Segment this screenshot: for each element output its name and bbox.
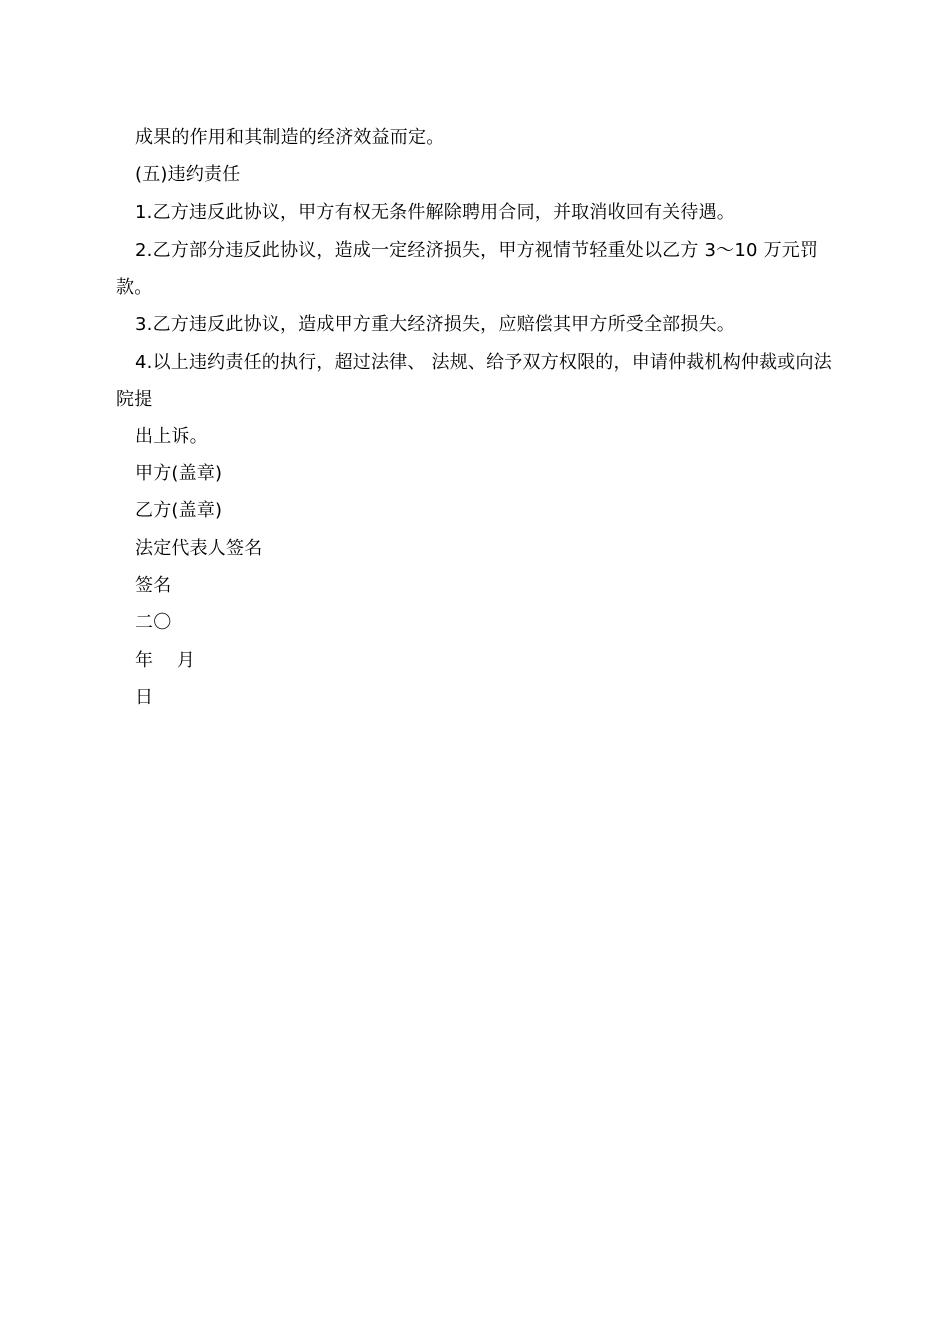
paragraph-line: 出上诉。 [135, 426, 208, 447]
date-year-month: 年 月 [135, 650, 196, 671]
paragraph-line: 3.乙方违反此协议，造成甲方重大经济损失，应赔偿其甲方所受全部损失。 [135, 314, 735, 335]
date-year-prefix: 二〇 [135, 612, 172, 633]
paragraph-line: 4.以上违约责任的执行，超过法律、 法规、给予双方权限的，申请仲裁机构仲裁或向法院提 [116, 352, 832, 410]
party-a-seal-label: 甲方(盖章) [135, 463, 223, 484]
date-day: 日 [135, 687, 154, 708]
section-heading: (五)违约责任 [135, 164, 241, 185]
paragraph-line: 成果的作用和其制造的经济效益而定。 [135, 127, 445, 148]
legal-representative-signature-label: 法定代表人签名 [135, 538, 263, 559]
party-b-seal-label: 乙方(盖章) [135, 500, 223, 521]
paragraph-line: 2.乙方部分违反此协议，造成一定经济损失，甲方视情节轻重处以乙方 3～10 万元罚款。 [116, 240, 819, 298]
signature-label: 签名 [135, 575, 172, 596]
paragraph-line: 1.乙方违反此协议，甲方有权无条件解除聘用合同，并取消收回有关待遇。 [135, 202, 735, 223]
